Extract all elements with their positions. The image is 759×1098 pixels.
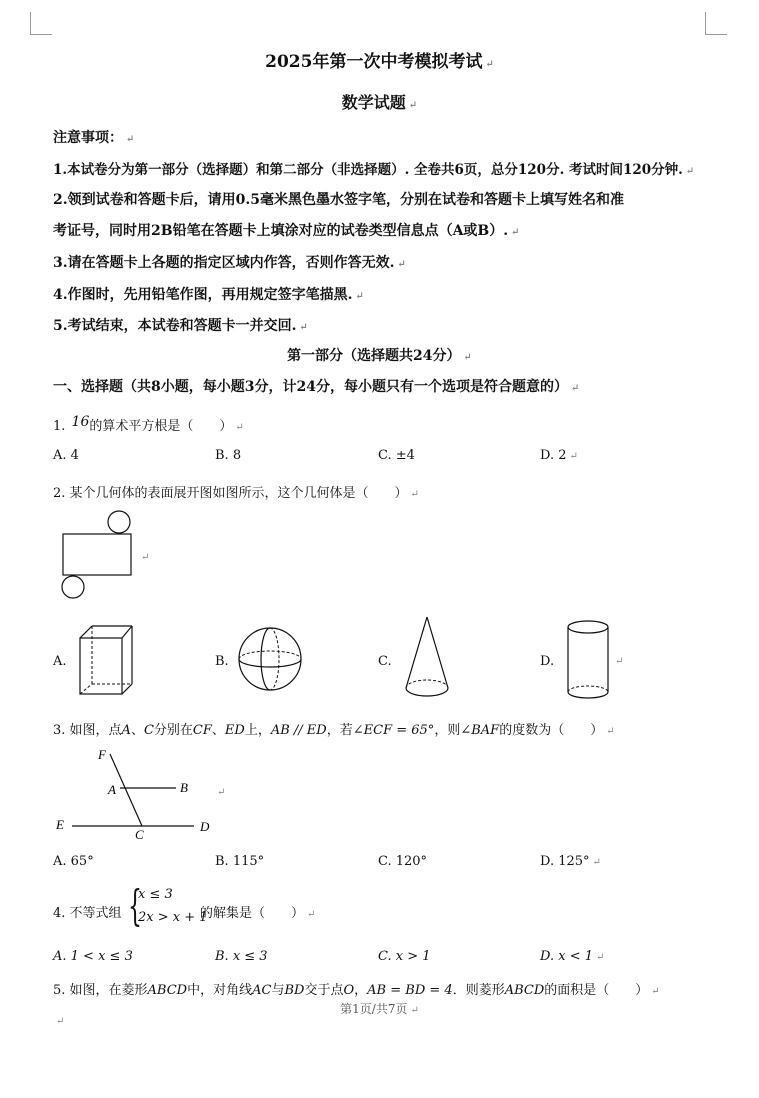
figure-return-mark: ↵ — [141, 552, 150, 563]
cone-icon — [402, 614, 452, 700]
question-2: 2. 某个几何体的表面展开图如图所示，这个几何体是（ ） ↵ — [53, 486, 419, 501]
q3-option-d: D. 125° ↵ — [540, 854, 601, 869]
q1-option-d: D. 2 ↵ — [540, 448, 578, 463]
page-footer: 第1页/共7页 ↵ — [340, 1002, 419, 1016]
q4-option-a: A. 1 < x ≤ 3 — [53, 949, 133, 964]
notice-heading: 注意事项： ↵ — [53, 130, 135, 146]
notice-item-2: 2.领到试卷和答题卡后，请用0.5毫米黑色墨水签字笔，分别在试卷和答题卡上填写姓名和准 — [53, 192, 624, 208]
question-4-suffix: 的解集是（ ） ↵ — [200, 906, 316, 921]
notice-item-5: 5.考试结束，本试卷和答题卡一并交回. ↵ — [53, 318, 308, 334]
exam-title: 2025年第一次中考模拟考试 ↵ — [265, 52, 494, 72]
cuboid-icon — [76, 622, 136, 698]
notice-item-1: 1.本试卷分为第一部分（选择题）和第二部分（非选择题）. 全卷共6页，总分120分. 考试时间120分钟. ↵ — [53, 162, 695, 178]
q2-option-c: C. — [378, 654, 392, 669]
crop-mark-left-h — [30, 34, 52, 35]
q3-figure-return-mark: ↵ — [217, 787, 226, 798]
question-5: 5. 如图，在菱形ABCD中，对角线AC与BD交于点O，AB = BD = 4．则菱形ABCD的面积是（ ） ↵ — [53, 983, 660, 998]
part1-heading: 第一部分（选择题共24分） ↵ — [287, 348, 472, 364]
q4-option-b: B. x ≤ 3 — [215, 949, 268, 964]
q2-option-b: B. — [215, 654, 229, 669]
cylinder-net-figure — [55, 508, 145, 604]
question-1: 1. 16的算术平方根是（ ） ↵ — [53, 414, 244, 434]
question-3: 3. 如图，点A、C分别在CF、ED上，AB // ED，若∠ECF = 65°，则∠BAF的度数为（ ） ↵ — [53, 723, 615, 738]
label-d: D — [200, 819, 210, 834]
q4-option-c: C. x > 1 — [378, 949, 431, 964]
sphere-icon — [236, 626, 304, 692]
q2-option-d: D. — [540, 654, 555, 669]
label-e: E — [56, 817, 64, 832]
crop-mark-left — [30, 12, 31, 34]
brace-icon: { — [128, 884, 142, 932]
exam-subtitle: 数学试题 ↵ — [341, 93, 418, 112]
q4-option-d: D. x < 1 ↵ — [540, 949, 605, 964]
q3-option-a: A. 65° — [53, 854, 94, 869]
crop-mark-right-h — [705, 34, 727, 35]
label-f: F — [98, 747, 106, 762]
cylinder-icon — [564, 618, 612, 702]
notice-item-4: 4.作图时，先用铅笔作图，再用规定签字笔描黑. ↵ — [53, 287, 364, 303]
notice-item-3: 3.请在答题卡上各题的指定区域内作答，否则作答无效. ↵ — [53, 255, 406, 271]
q4-inequality-1: x ≤ 3 — [138, 887, 173, 902]
trailing-return-mark: ↵ — [56, 1016, 65, 1027]
crop-mark-right — [705, 12, 706, 34]
label-c: C — [135, 827, 144, 842]
q1-option-b: B. 8 — [215, 448, 242, 463]
q1-number: 16 — [71, 414, 90, 430]
label-a: A — [108, 782, 116, 797]
q3-option-b: B. 115° — [215, 854, 265, 869]
q4-inequality-2: 2x > x + 1 — [138, 910, 208, 925]
label-b: B — [180, 780, 188, 795]
question-4-prefix: 4. 不等式组 — [53, 906, 122, 921]
q3-option-c: C. 120° — [378, 854, 428, 869]
q1-option-a: A. 4 — [53, 448, 79, 463]
angle-figure — [52, 746, 222, 842]
section-heading: 一、选择题（共8小题，每小题3分，计24分，每小题只有一个选项是符合题意的） ↵ — [53, 379, 580, 395]
q2-return-mark: ↵ — [615, 656, 624, 667]
q2-option-a: A. — [53, 654, 67, 669]
notice-item-2-cont: 考证号，同时用2B铅笔在答题卡上填涂对应的试卷类型信息点（A或B）. ↵ — [53, 223, 520, 239]
q1-option-c: C. ±4 — [378, 448, 415, 463]
